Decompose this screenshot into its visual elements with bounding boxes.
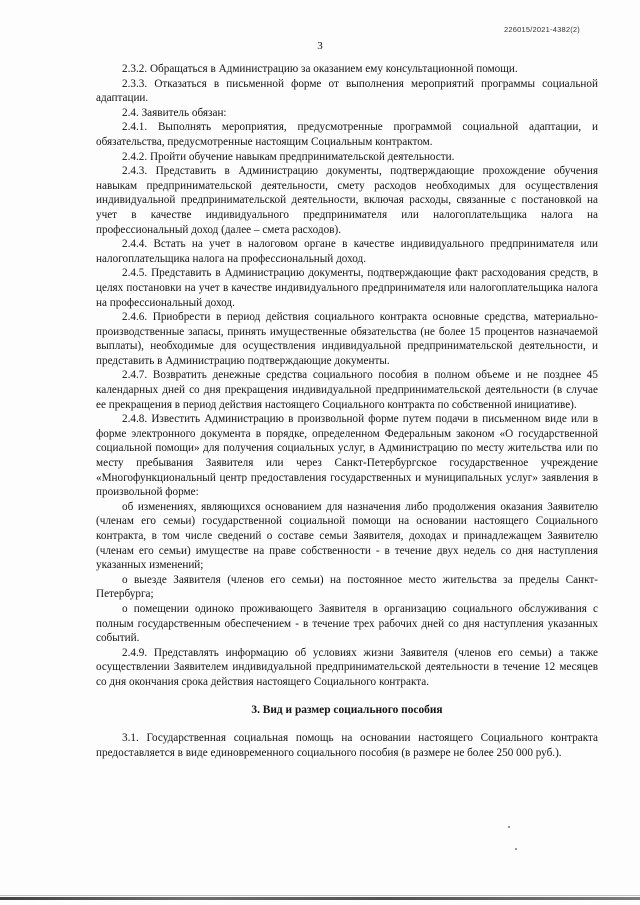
scan-speck: [508, 826, 510, 828]
paragraph-2-4-5: 2.4.5. Представить в Администрацию документы, подтверждающие факт расходования средств, в целях постановки на учет в качестве индивидуального предпринимателя или налогоплательщика налога на профессиональный доход.: [96, 267, 598, 309]
paragraph-2-4-6: 2.4.6. Приобрести в период действия социального контракта основные средства, материально-производственные запасы, принять имущественные обязательства (не более 15 процентов назначаемой выплаты), необходимые для осуществления индивидуальной предпринимательской деятельности, и представить в Администрацию подтверждающие документы.: [96, 311, 598, 367]
paragraph-2-4-9: 2.4.9. Представлять информацию об условиях жизни Заявителя (членов его семьи) а также осуществлении Заявителем индивидуальной предпринимательской деятельности в течение 12 месяцев со дня окончания срока действия настоящего Социального контракта.: [96, 646, 598, 688]
paragraph-placement: о помещении одиноко проживающего Заявителя в организацию социального обслуживания с полным государственным обеспечением - в течение трех рабочих дней со дня наступления указанных событий.: [96, 602, 598, 645]
document-body: [96, 62, 598, 760]
paragraph-2-4-4: 2.4.4. Встать на учет в налоговом органе в качестве индивидуального предпринимателя или налогоплательщика налога на профессиональный доход.: [96, 238, 598, 265]
paragraph-2-3-2: 2.3.2. Обращаться в Администрацию за оказанием ему консультационной помощи.: [122, 63, 518, 75]
paragraph-2-4: 2.4. Заявитель обязан:: [122, 106, 227, 119]
paragraph-2-4-7: 2.4.7. Возвратить денежные средства социального пособия в полном объеме и не позднее 45 календарных дней со дня прекращения индивидуальной предпринимательской деятельности (в случае ее прекращения в период действия настоящего Социального контракта по собственной инициативе).: [96, 369, 598, 411]
paragraph-3-1: 3.1. Государственная социальная помощь на основании настоящего Социального контракта предоставляется в виде единовременного социального пособия (в размере не более 250 000 руб.).: [96, 732, 598, 759]
paragraph-departure: о выезде Заявителя (членов его семьи) на постоянное место жительства за пределы Санкт-Петербурга;: [96, 573, 598, 601]
paragraph-2-4-3: 2.4.3. Представить в Администрацию документы, подтверждающие прохождение обучения навыкам предпринимательской деятельности, смету расходов необходимых для осуществления индивидуальной предпринимательской деятельности, включая расходы, связанные с постановкой на учет в качестве индивидуального предпринимателя или налогоплательщика налога на профессиональный доход (далее – смета расходов).: [96, 165, 598, 236]
scan-edge-line: [0, 895, 640, 896]
paragraph-changes: об изменениях, являющихся основанием для назначения либо продолжения оказания Заявителю (членам его семьи) государственной социальной помощи на основании настоящего Социального контракта, в том числе сведений о составе семьи Заявителя, доходах и принадлежащем Заявителю (членам его семьи) имуществе на праве собственности - в течение двух недель со дня наступления указанных изменений;: [96, 500, 598, 572]
document-id: 226015/2021-4382(2): [504, 25, 580, 34]
paragraph-2-3-3: 2.3.3. Отказаться в письменной форме от выполнения мероприятий программы социальной адаптации.: [96, 77, 598, 105]
scan-edge: [0, 897, 640, 900]
section-title: 3. Вид и размер социального пособия: [251, 703, 443, 716]
paragraph-2-4-1: 2.4.1. Выполнять мероприятия, предусмотренные программой социальной адаптации, и обязательства, предусмотренные настоящим Социальным контрактом.: [96, 121, 598, 148]
paragraph-2-4-8: 2.4.8. Известить Администрацию в произвольной форме путем подачи в письменном виде или в форме электронного документа в порядке, определенном Федеральным законом «О государственной социальной помощи» для получения социальных услуг, в Администрацию по месту жительства или по месту пребывания Заявителя или через Санкт-Петербургское государственное учреждение «Многофункциональный центр предоставления государственных и муниципальных услуг» заявления в произвольной форме:: [96, 413, 598, 499]
page-number: 3: [317, 40, 323, 52]
paragraph-2-4-2: 2.4.2. Пройти обучение навыкам предпринимательской деятельности.: [122, 150, 455, 163]
scan-speck: [515, 848, 517, 850]
